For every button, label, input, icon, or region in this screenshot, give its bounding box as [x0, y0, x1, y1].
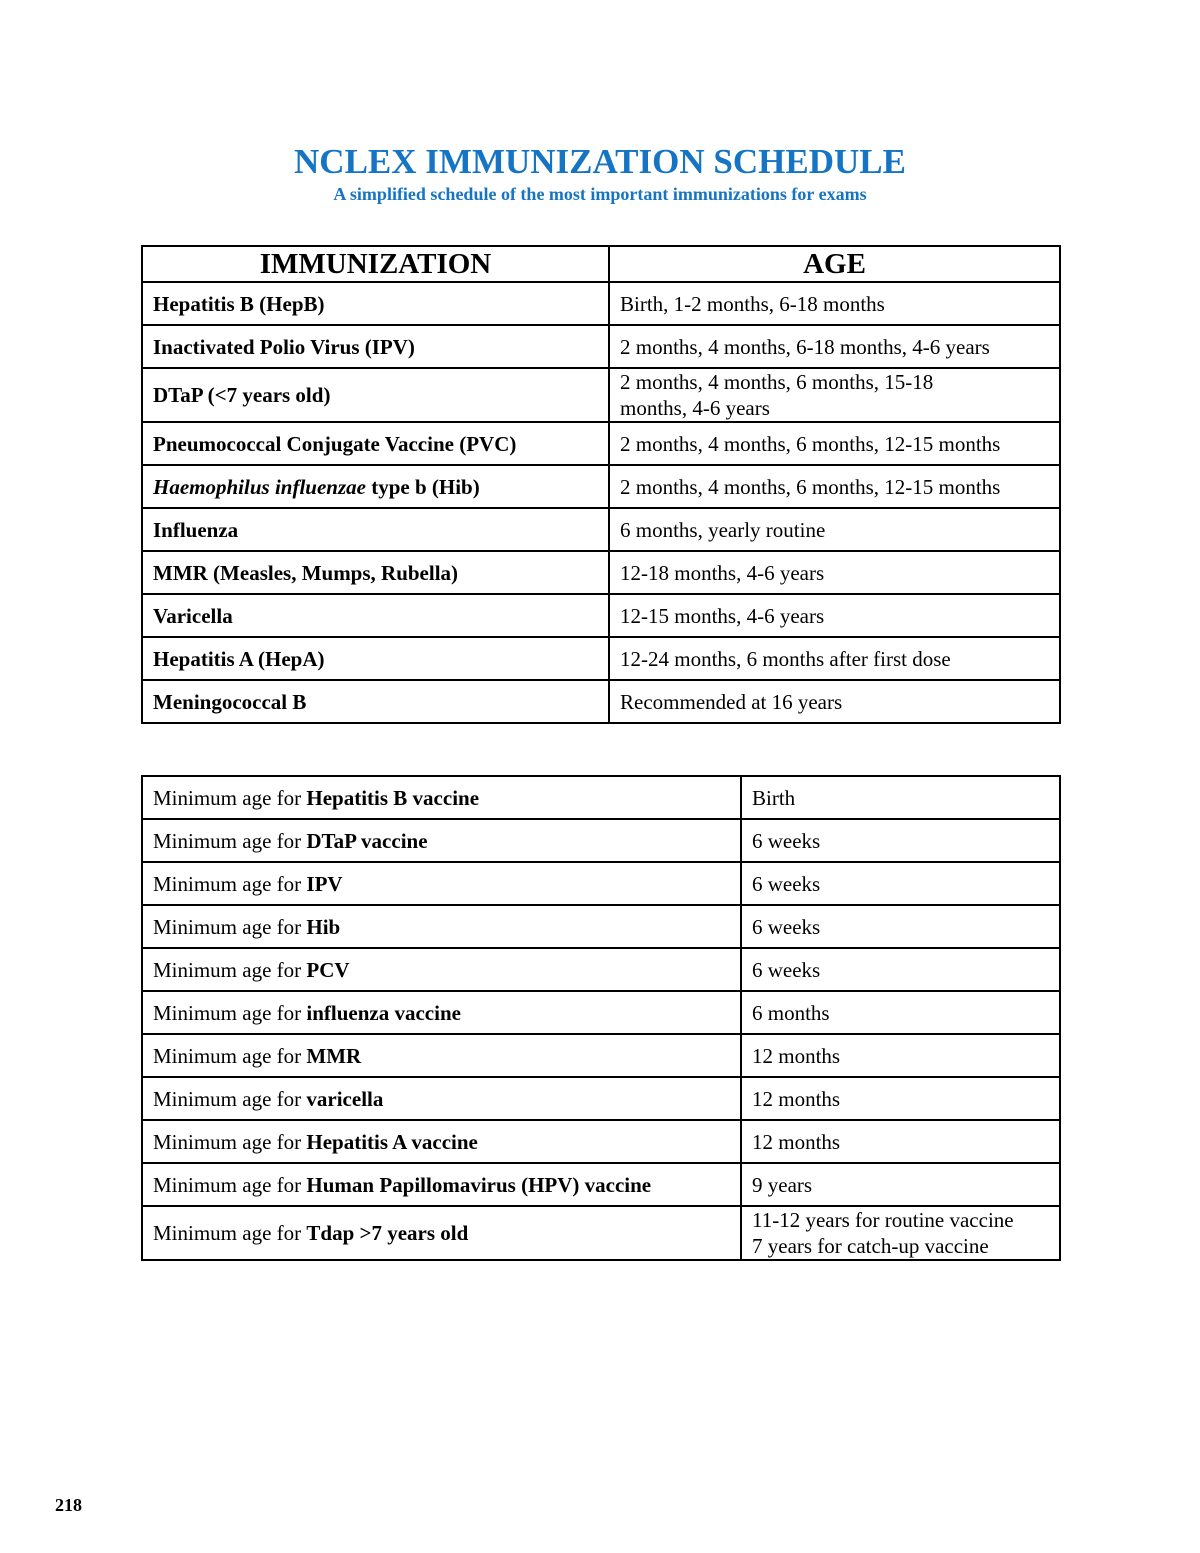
table-row	[142, 637, 1060, 680]
vaccine-name: Hib	[306, 914, 341, 939]
immunization-schedule-table	[141, 245, 1061, 724]
age-line: 2 months, 4 months, 6 months, 15-18	[620, 370, 934, 394]
table-row	[142, 1163, 1060, 1206]
immunization-name: Meningococcal B	[142, 680, 609, 723]
minimum-age-label	[142, 991, 741, 1034]
immunization-name: Hepatitis A (HepA)	[142, 637, 609, 680]
vaccine-name: Human Papillomavirus (HPV) vaccine	[306, 1172, 652, 1197]
minimum-age-label	[142, 776, 741, 819]
minimum-age-value: Birth	[741, 776, 1060, 819]
minimum-age-value	[741, 1206, 1060, 1260]
immunization-age	[609, 368, 1060, 422]
column-header-immunization: IMMUNIZATION	[142, 246, 609, 282]
minimum-age-value: 9 years	[741, 1163, 1060, 1206]
column-header-age: AGE	[609, 246, 1060, 282]
page-number: 218	[55, 1495, 82, 1515]
immunization-age: 12-24 months, 6 months after first dose	[609, 637, 1060, 680]
immunization-age: 12-18 months, 4-6 years	[609, 551, 1060, 594]
table-row	[142, 325, 1060, 368]
immunization-name-rest: type b (Hib)	[365, 474, 480, 499]
table-row	[142, 1206, 1060, 1260]
age-line: months, 4-6 years	[620, 396, 770, 420]
table-row	[142, 551, 1060, 594]
immunization-name-italic: Haemophilus influenzae	[153, 474, 366, 499]
immunization-name	[142, 465, 609, 508]
minimum-age-value: 6 weeks	[741, 905, 1060, 948]
immunization-age: 2 months, 4 months, 6-18 months, 4-6 years	[609, 325, 1060, 368]
minimum-age-prefix: Minimum age for	[153, 785, 307, 810]
minimum-age-label	[142, 1077, 741, 1120]
immunization-name: Varicella	[142, 594, 609, 637]
immunization-name: Hepatitis B (HepB)	[142, 282, 609, 325]
age-line: 11-12 years for routine vaccine	[752, 1208, 1014, 1232]
age-line: 7 years for catch-up vaccine	[752, 1234, 989, 1258]
minimum-age-label	[142, 862, 741, 905]
table-row	[142, 819, 1060, 862]
page-title: NCLEX IMMUNIZATION SCHEDULE	[294, 142, 906, 181]
minimum-age-value: 6 weeks	[741, 862, 1060, 905]
vaccine-name: Tdap >7 years old	[306, 1221, 469, 1245]
minimum-age-label	[142, 905, 741, 948]
table-row	[142, 282, 1060, 325]
vaccine-name: MMR	[306, 1043, 362, 1068]
page-subtitle: A simplified schedule of the most important immunizations for exams	[333, 184, 867, 204]
immunization-name: Pneumococcal Conjugate Vaccine (PVC)	[142, 422, 609, 465]
vaccine-name: IPV	[306, 871, 343, 896]
table-row	[142, 368, 1060, 422]
minimum-age-label	[142, 819, 741, 862]
minimum-age-table	[141, 775, 1061, 1261]
vaccine-name: DTaP vaccine	[306, 828, 428, 853]
minimum-age-value: 12 months	[741, 1120, 1060, 1163]
immunization-age: 6 months, yearly routine	[609, 508, 1060, 551]
minimum-age-prefix: Minimum age for	[153, 1221, 307, 1245]
minimum-age-value: 6 months	[741, 991, 1060, 1034]
minimum-age-label	[142, 1034, 741, 1077]
minimum-age-label	[142, 1163, 741, 1206]
vaccine-name: influenza vaccine	[306, 1000, 461, 1025]
vaccine-name: Hepatitis A vaccine	[306, 1129, 478, 1154]
immunization-name: Influenza	[142, 508, 609, 551]
table-header-row	[142, 246, 1060, 282]
minimum-age-value: 6 weeks	[741, 819, 1060, 862]
table-row	[142, 465, 1060, 508]
immunization-age: 2 months, 4 months, 6 months, 12-15 months	[609, 422, 1060, 465]
table-row	[142, 776, 1060, 819]
table-row	[142, 1120, 1060, 1163]
minimum-age-prefix: Minimum age for	[153, 1000, 307, 1025]
minimum-age-prefix: Minimum age for	[153, 828, 307, 853]
minimum-age-prefix: Minimum age for	[153, 1043, 307, 1068]
minimum-age-prefix: Minimum age for	[153, 871, 307, 896]
immunization-age: Birth, 1-2 months, 6-18 months	[609, 282, 1060, 325]
table-row	[142, 905, 1060, 948]
table-row	[142, 862, 1060, 905]
immunization-name: MMR (Measles, Mumps, Rubella)	[142, 551, 609, 594]
table-row	[142, 1034, 1060, 1077]
table-row	[142, 422, 1060, 465]
immunization-age: Recommended at 16 years	[609, 680, 1060, 723]
immunization-name: Inactivated Polio Virus (IPV)	[142, 325, 609, 368]
table-row	[142, 991, 1060, 1034]
table-row	[142, 680, 1060, 723]
vaccine-name: varicella	[306, 1086, 384, 1111]
minimum-age-prefix: Minimum age for	[153, 1129, 307, 1154]
minimum-age-prefix: Minimum age for	[153, 1086, 307, 1111]
immunization-age: 12-15 months, 4-6 years	[609, 594, 1060, 637]
minimum-age-prefix: Minimum age for	[153, 1172, 307, 1197]
table-row	[142, 1077, 1060, 1120]
table-row	[142, 948, 1060, 991]
vaccine-name: PCV	[306, 957, 350, 982]
immunization-name: DTaP (<7 years old)	[142, 368, 609, 422]
minimum-age-value: 12 months	[741, 1077, 1060, 1120]
minimum-age-prefix: Minimum age for	[153, 914, 307, 939]
table-row	[142, 508, 1060, 551]
minimum-age-value: 6 weeks	[741, 948, 1060, 991]
minimum-age-label	[142, 1206, 741, 1260]
table-row	[142, 594, 1060, 637]
minimum-age-value: 12 months	[741, 1034, 1060, 1077]
immunization-age: 2 months, 4 months, 6 months, 12-15 months	[609, 465, 1060, 508]
minimum-age-prefix: Minimum age for	[153, 957, 307, 982]
minimum-age-label	[142, 1120, 741, 1163]
vaccine-name: Hepatitis B vaccine	[306, 785, 480, 810]
minimum-age-label	[142, 948, 741, 991]
